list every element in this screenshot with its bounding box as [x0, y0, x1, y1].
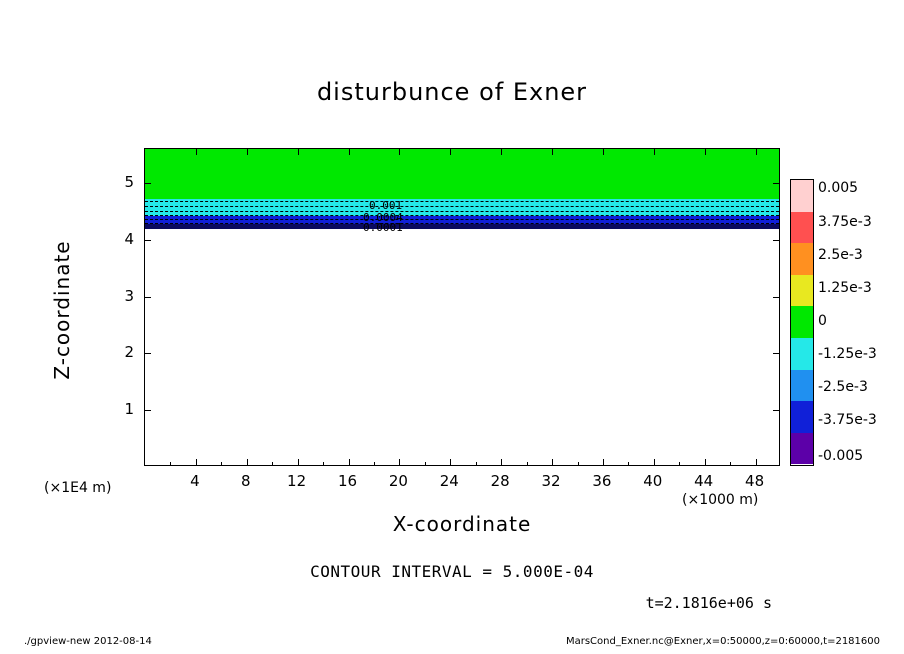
- x-tick: [756, 459, 757, 465]
- y-axis-unit: (×1E4 m): [44, 480, 112, 496]
- contour-label-1: 0.0004: [363, 211, 403, 224]
- contour-line: [145, 219, 779, 220]
- colorbar-cell: [791, 180, 813, 212]
- x-tick-minor: [170, 462, 171, 465]
- x-tick-top: [450, 149, 451, 155]
- x-tick-minor: [679, 462, 680, 465]
- dark-purple-layer: [145, 224, 779, 229]
- chart-title: disturbunce of Exner: [316, 78, 588, 106]
- colorbar-cell: [791, 401, 813, 433]
- x-tick: [298, 459, 299, 465]
- y-tick: [145, 240, 151, 241]
- footer-left-text: ./gpview-new 2012-08-14: [24, 636, 152, 647]
- colorbar-cell: [791, 370, 813, 402]
- x-tick-minor: [628, 462, 629, 465]
- x-tick-minor: [374, 462, 375, 465]
- colorbar-label: 2.5e-3: [818, 247, 863, 263]
- y-tick: [145, 410, 151, 411]
- y-tick: [145, 183, 151, 184]
- x-tick-label: 8: [241, 472, 251, 490]
- contour-label-0: 0.001: [369, 199, 403, 212]
- x-tick-label: 28: [490, 472, 510, 490]
- contour-label-2: 0.0001: [363, 221, 403, 234]
- x-tick-minor: [578, 462, 579, 465]
- colorbar-label: 0: [818, 313, 827, 329]
- y-tick-right: [773, 183, 779, 184]
- footer-right-text: MarsCond_Exner.nc@Exner,x=0:50000,z=0:60000,t=2181600: [565, 636, 880, 647]
- y-tick-label: 2: [124, 343, 134, 362]
- x-tick-label: 12: [287, 472, 307, 490]
- x-tick: [399, 459, 400, 465]
- colorbar-label: -0.005: [818, 448, 864, 464]
- x-tick: [552, 459, 553, 465]
- x-tick-label: 20: [388, 472, 408, 490]
- y-tick: [145, 297, 151, 298]
- x-tick-label: 24: [439, 472, 459, 490]
- x-tick-minor: [425, 462, 426, 465]
- y-tick-label: 5: [124, 173, 134, 191]
- x-tick-label: 40: [643, 472, 663, 490]
- colorbar-cell: [791, 212, 813, 244]
- x-tick-minor: [476, 462, 477, 465]
- x-tick-top: [756, 149, 757, 155]
- colorbar-cell: [791, 306, 813, 338]
- y-tick-right: [773, 297, 779, 298]
- y-axis-title: Z-coordinate: [50, 240, 74, 380]
- x-tick: [603, 459, 604, 465]
- x-tick-top: [298, 149, 299, 155]
- x-tick-label: 48: [745, 472, 765, 490]
- x-tick-top: [247, 149, 248, 155]
- x-tick-minor: [730, 462, 731, 465]
- x-tick-top: [501, 149, 502, 155]
- x-tick-label: 32: [541, 472, 561, 490]
- colorbar-cell: [791, 338, 813, 370]
- colorbar-label: -3.75e-3: [818, 412, 877, 428]
- contour-line: [145, 215, 779, 216]
- contour-line: [145, 206, 779, 207]
- y-tick: [145, 353, 151, 354]
- plot-area: [144, 148, 780, 466]
- colorbar-label: 1.25e-3: [818, 280, 872, 296]
- x-tick-label: 4: [190, 472, 200, 490]
- colorbar-label: -2.5e-3: [818, 379, 868, 395]
- colorbar-cell: [791, 243, 813, 275]
- contour-line: [145, 223, 779, 224]
- colorbar: [790, 179, 814, 466]
- y-tick-label: 4: [124, 229, 134, 248]
- contour-interval-text: CONTOUR INTERVAL = 5.000E-04: [310, 562, 594, 581]
- x-tick: [349, 459, 350, 465]
- x-tick: [654, 459, 655, 465]
- y-tick-right: [773, 240, 779, 241]
- x-tick-top: [705, 149, 706, 155]
- colorbar-label: 0.005: [818, 180, 859, 196]
- contour-line: [145, 201, 779, 202]
- x-tick-minor: [323, 462, 324, 465]
- x-tick-minor: [221, 462, 222, 465]
- colorbar-label: -1.25e-3: [818, 346, 877, 362]
- y-tick-right: [773, 410, 779, 411]
- colorbar-cell: [791, 275, 813, 307]
- x-tick-top: [654, 149, 655, 155]
- x-tick: [450, 459, 451, 465]
- time-annotation: t=2.1816e+06 s: [645, 594, 772, 612]
- x-tick: [501, 459, 502, 465]
- y-tick-label: 1: [124, 400, 134, 419]
- x-axis-title: X-coordinate: [392, 512, 532, 536]
- x-tick-label: 44: [694, 472, 714, 490]
- x-tick-top: [399, 149, 400, 155]
- x-tick: [247, 459, 248, 465]
- contour-line: [145, 211, 779, 212]
- colorbar-label: 3.75e-3: [818, 214, 872, 230]
- x-tick: [705, 459, 706, 465]
- x-tick-top: [552, 149, 553, 155]
- x-tick-label: 16: [337, 472, 358, 490]
- y-tick-right: [773, 353, 779, 354]
- x-tick-label: 36: [592, 472, 612, 490]
- x-tick-top: [196, 149, 197, 155]
- x-tick-top: [349, 149, 350, 155]
- colorbar-cell: [791, 433, 813, 465]
- x-tick: [196, 459, 197, 465]
- x-tick-minor: [527, 462, 528, 465]
- y-tick-label: 3: [124, 286, 134, 305]
- x-tick-minor: [272, 462, 273, 465]
- x-tick-top: [603, 149, 604, 155]
- x-axis-unit: (×1000 m): [682, 492, 759, 508]
